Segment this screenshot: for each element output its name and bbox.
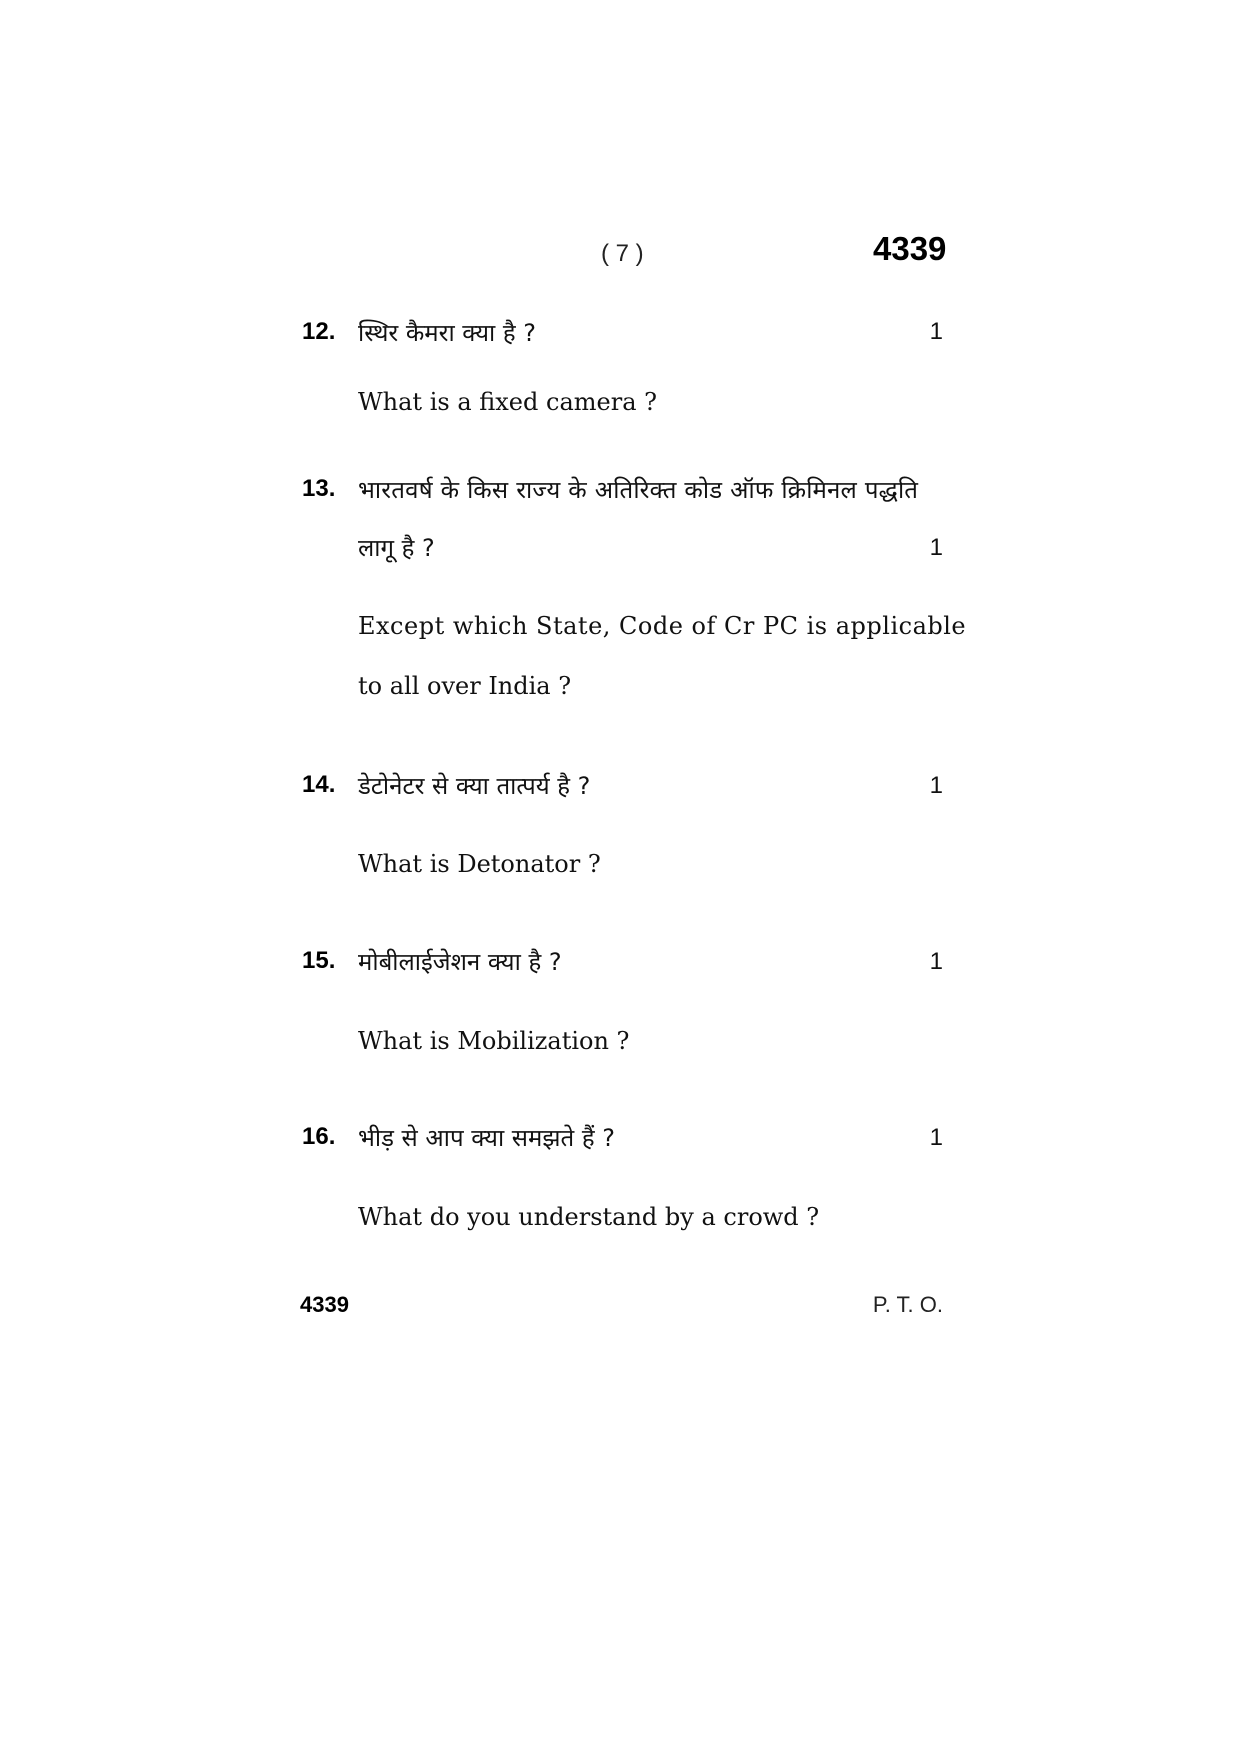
question-hindi-text: भीड़ से आप क्या समझते हैं ?: [358, 1124, 615, 1152]
question-marks: 1: [929, 948, 943, 975]
question-english-text-line1: [358, 612, 967, 640]
paper-code-header: 4339: [873, 230, 947, 267]
question-english-text: What is a fixed camera ?: [358, 388, 657, 416]
question-number: 13.: [302, 475, 336, 502]
question-english-text: What is Detonator ?: [358, 850, 601, 878]
question-english-text: What do you understand by a crowd ?: [358, 1203, 820, 1231]
paper-code-footer: 4339: [300, 1292, 349, 1317]
question-marks: 1: [929, 318, 943, 345]
question-number: 12.: [302, 318, 336, 345]
question-marks: 1: [929, 534, 943, 561]
question-hindi-text-line1: [358, 473, 943, 506]
question-hindi-text-line2: लागू है ?: [358, 534, 435, 562]
question-english-text: What is Mobilization ?: [358, 1027, 630, 1055]
question-english-text-line2: to all over India ?: [358, 672, 572, 700]
question-hindi-line1: भारतवर्ष के किस राज्य के अतिरिक्त कोड ऑफ क्रिमिनल पद्धति: [358, 476, 919, 504]
please-turn-over: P. T. O.: [872, 1292, 943, 1317]
page-number: ( 7 ): [601, 240, 644, 267]
question-hindi-text: डेटोनेटर से क्या तात्पर्य है ?: [358, 772, 591, 800]
question-number: 16.: [302, 1123, 336, 1150]
question-hindi-text: स्थिर कैमरा क्या है ?: [358, 319, 537, 347]
question-english-line1: Except which State, Code of Cr PC is applicable: [358, 612, 967, 640]
question-number: 15.: [302, 947, 336, 974]
question-marks: 1: [929, 1124, 943, 1151]
question-hindi-text: मोबीलाईजेशन क्या है ?: [358, 948, 562, 976]
question-number: 14.: [302, 771, 336, 798]
question-marks: 1: [929, 772, 943, 799]
